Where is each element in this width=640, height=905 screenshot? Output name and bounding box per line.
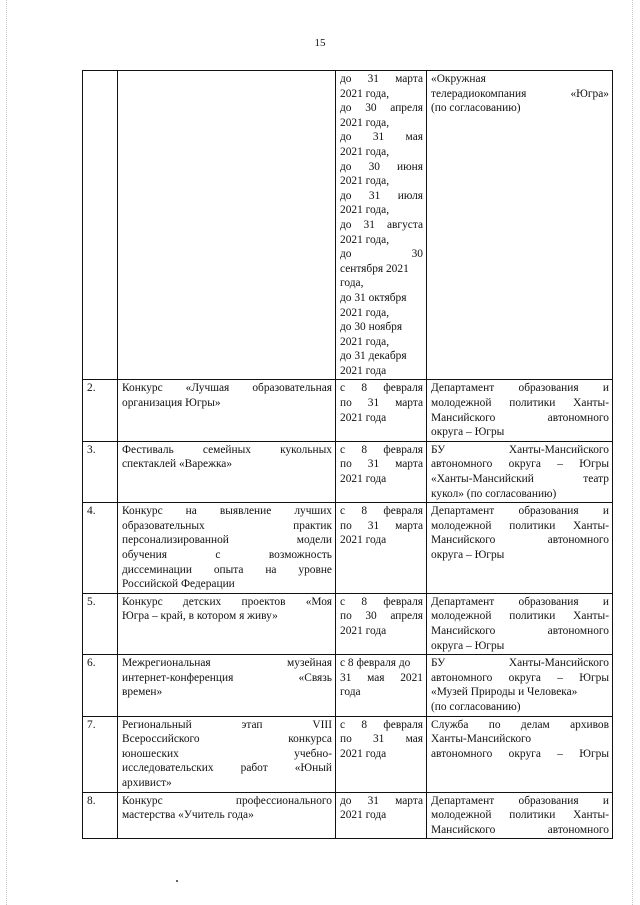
cell-text-line: 2021 года	[340, 534, 387, 547]
cell-text-line: 2021 года,	[340, 233, 390, 246]
event-name-cell	[118, 792, 336, 839]
responsible-cell	[427, 380, 613, 441]
cell-text-line: (по согласованию)	[431, 700, 521, 713]
cell-text-line: спектаклей «Варежка»	[122, 458, 233, 471]
cell-text-line: автономного округа – Югры	[431, 747, 609, 760]
cell-text-line: года	[340, 686, 361, 699]
responsible-cell	[427, 441, 613, 502]
cell-text-line: с 8 февраля	[340, 382, 423, 395]
cell-text-line: округа – Югры	[431, 549, 505, 561]
cell-text-line: Ханты-Мансийского	[431, 733, 532, 746]
cell-text-line: Мансийского автономного	[431, 823, 609, 836]
right-margin-scan-edge	[632, 0, 635, 905]
cell-text-line: времен»	[122, 686, 163, 699]
cell-text-line: молодежной политики Ханты-	[431, 397, 609, 410]
cell-text-line: 2021 года	[340, 624, 387, 637]
event-date-cell	[336, 792, 427, 839]
cell-text-line: диссеминации опыта на уровне	[122, 563, 332, 576]
cell-text-line: персонализированной модели	[122, 534, 332, 547]
responsible-cell	[427, 503, 613, 594]
event-name-cell	[118, 503, 336, 594]
cell-text-line: Конкурс на выявление лучших	[122, 505, 332, 518]
cell-text-line: до 31 июля	[340, 189, 423, 202]
cell-text-line: 2021 года	[340, 809, 387, 822]
cell-text-line: 2021 года,	[340, 335, 390, 348]
cell-text-line: 2021 года,	[340, 87, 390, 100]
cell-text-line: по 31 марта	[340, 458, 423, 471]
cell-text-line: Региональный этап VIII	[122, 718, 332, 731]
cell-text-line: округа – Югры	[431, 639, 505, 652]
row-number-cell: 6.	[83, 655, 118, 716]
responsible-cell	[427, 593, 613, 654]
events-table	[82, 70, 613, 839]
event-name-cell	[118, 593, 336, 654]
cell-text-line: с 8 февраля до	[340, 657, 411, 670]
cell-text-line: «Окружная	[431, 73, 486, 85]
cell-text-line: кукол» (по согласованию)	[431, 487, 557, 500]
cell-text-line: Межрегиональная музейная	[122, 657, 332, 670]
cell-text-line: архивист»	[122, 776, 172, 789]
cell-text-line: с 8 февраля	[340, 595, 423, 608]
event-date-cell	[336, 380, 427, 441]
event-date-cell	[336, 441, 427, 502]
events-table-body	[83, 71, 613, 839]
cell-text-line: 2021 года,	[340, 175, 390, 188]
cell-text-line: с 8 февраля	[340, 718, 423, 731]
event-name-cell	[118, 380, 336, 441]
responsible-cell	[427, 792, 613, 839]
event-date-cell	[336, 71, 427, 380]
responsible-cell	[427, 716, 613, 792]
row-number-cell: 3.	[83, 441, 118, 502]
event-date-cell	[336, 503, 427, 594]
cell-text-line: исследовательских работ «Юный	[122, 762, 332, 775]
cell-text-line: сентября 2021	[340, 262, 409, 275]
cell-text-line: Российской Федерации	[122, 578, 235, 591]
table-row	[83, 593, 613, 654]
row-number-cell: 5.	[83, 593, 118, 654]
cell-text-line: 31 мая 2021	[340, 671, 423, 684]
cell-text-line: (по согласованию)	[431, 102, 521, 115]
cell-text-line	[122, 72, 332, 87]
event-name-cell	[118, 655, 336, 716]
cell-text-line: до 30 апреля	[340, 102, 423, 115]
cell-text-line: до 31 марта	[340, 73, 423, 85]
cell-text-line: мастерства «Учитель года»	[122, 809, 254, 822]
cell-text-line: Департамент образования и	[431, 595, 609, 608]
left-margin-scan-edge	[6, 0, 9, 905]
cell-text-line: автономного округа – Югры	[431, 671, 609, 684]
cell-text-line: по 30 апреля	[340, 610, 423, 623]
cell-text-line: молодежной политики Ханты-	[431, 809, 609, 822]
cell-text-line: до 30 июня	[340, 160, 423, 173]
cell-text-line: Конкурс «Лучшая образовательная	[122, 382, 332, 395]
cell-text-line: до 30 ноября	[340, 321, 403, 334]
table-row	[83, 441, 613, 502]
table-row	[83, 792, 613, 839]
row-number-cell: 7.	[83, 716, 118, 792]
table-row	[83, 716, 613, 792]
event-name-cell	[118, 441, 336, 502]
cell-text-line: «Музей Природы и Человека»	[431, 686, 578, 699]
table-row	[83, 503, 613, 594]
cell-text-line: до 31 августа	[340, 218, 423, 231]
cell-text-line: БУ Ханты-Мансийского	[431, 443, 609, 456]
cell-text-line: 2021 года	[340, 411, 387, 424]
row-number-cell: 2.	[83, 380, 118, 441]
event-date-cell	[336, 655, 427, 716]
table-row	[83, 655, 613, 716]
cell-text-line: до 31 марта	[340, 794, 423, 807]
cell-text-line: с 8 февраля	[340, 505, 423, 518]
cell-text-line: Мансийского автономного	[431, 624, 609, 637]
cell-text-line: Департамент образования и	[431, 382, 609, 395]
cell-text-line: обучения с возможность	[122, 549, 332, 561]
cell-text-line: года,	[340, 277, 364, 290]
cell-text-line: молодежной политики Ханты-	[431, 610, 609, 623]
cell-text-line: образовательных практик	[122, 519, 332, 532]
cell-text-line: 2021 года,	[340, 306, 390, 319]
scan-speck	[176, 880, 178, 882]
cell-text-line: до 31 декабря	[340, 350, 407, 363]
responsible-cell	[427, 71, 613, 380]
event-name-cell	[118, 71, 336, 380]
cell-text-line: по 31 марта	[340, 519, 423, 532]
table-row	[83, 71, 613, 380]
row-number-cell: 8.	[83, 792, 118, 839]
cell-text-line: 2021 года,	[340, 145, 390, 158]
table-row	[83, 380, 613, 441]
cell-text-line: Конкурс профессионального	[122, 794, 332, 807]
row-number-cell: 4.	[83, 503, 118, 594]
cell-text-line: Югра – край, в котором я живу»	[122, 610, 278, 623]
cell-text-line: «Ханты-Мансийский театр	[431, 473, 609, 486]
cell-text-line: по 31 мая	[340, 733, 423, 746]
cell-text-line: телерадиокомпания «Югра»	[431, 87, 609, 100]
cell-text-line: 2021 года	[340, 747, 387, 760]
cell-text-line: до 30	[340, 248, 423, 261]
cell-text-line: юношеских учебно-	[122, 747, 332, 760]
cell-text-line: 2021 года,	[340, 204, 390, 217]
event-date-cell	[336, 593, 427, 654]
cell-text-line: автономного округа – Югры	[431, 458, 609, 471]
row-number-cell	[83, 71, 118, 380]
cell-text-line: Мансийского автономного	[431, 534, 609, 547]
cell-text-line: Департамент образования и	[431, 505, 609, 518]
cell-text-line: 2021 года	[340, 364, 387, 377]
cell-text-line: Фестиваль семейных кукольных	[122, 443, 332, 456]
cell-text-line: организация Югры»	[122, 397, 221, 410]
cell-text-line: с 8 февраля	[340, 443, 423, 456]
cell-text-line: округа – Югры	[431, 426, 505, 439]
cell-text-line: Всероссийского конкурса	[122, 733, 332, 746]
page-number: 15	[314, 37, 326, 49]
cell-text-line: по 31 марта	[340, 397, 423, 410]
responsible-cell	[427, 655, 613, 716]
cell-text-line: молодежной политики Ханты-	[431, 519, 609, 532]
cell-text-line: Служба по делам архивов	[431, 718, 609, 731]
cell-text-line: Мансийского автономного	[431, 411, 609, 424]
event-date-cell	[336, 716, 427, 792]
cell-text-line: до 31 мая	[340, 131, 423, 144]
cell-text-line: интернет-конференция «Связь	[122, 671, 332, 684]
cell-text-line: 2021 года,	[340, 116, 390, 129]
cell-text-line: БУ Ханты-Мансийского	[431, 657, 609, 670]
event-name-cell	[118, 716, 336, 792]
cell-text-line: 2021 года	[340, 473, 387, 486]
cell-text-line: Конкурс детских проектов «Моя	[122, 595, 332, 608]
cell-text-line: Департамент образования и	[431, 794, 609, 807]
cell-text-line: до 31 октября	[340, 291, 407, 304]
